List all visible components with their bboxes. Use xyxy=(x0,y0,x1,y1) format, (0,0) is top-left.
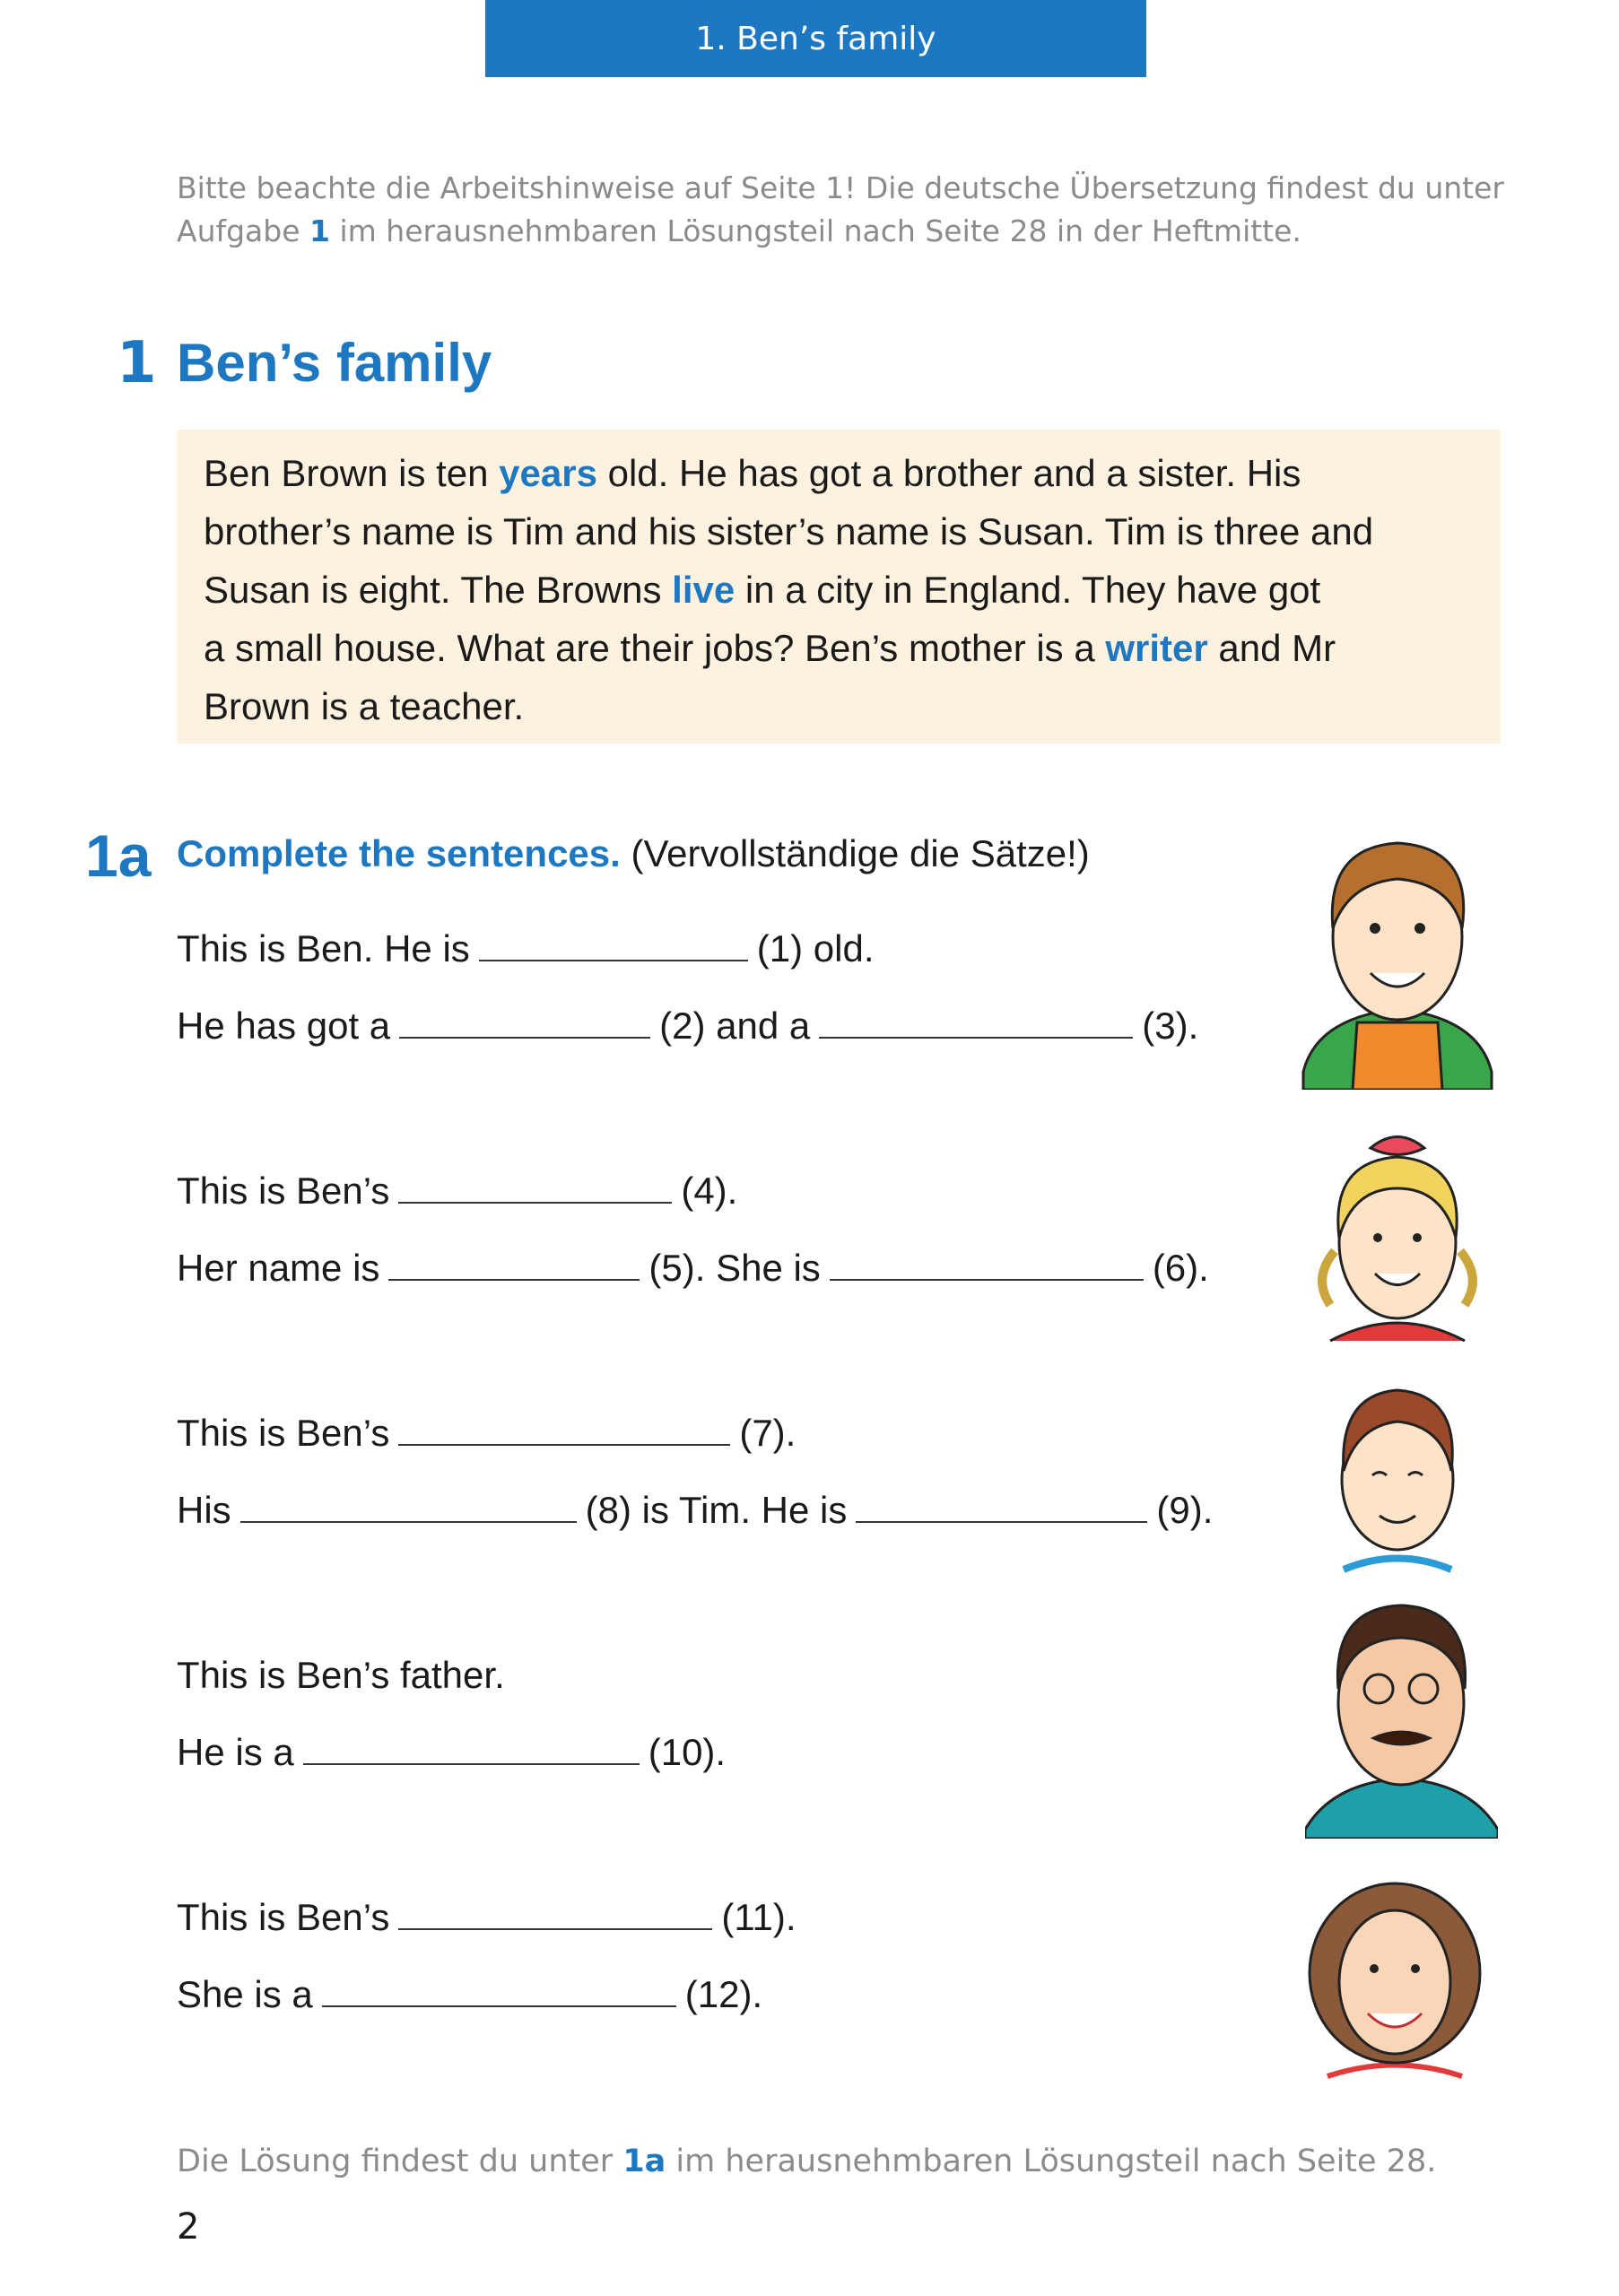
task-ref: 1a xyxy=(622,2144,666,2179)
susan-portrait xyxy=(1308,1126,1487,1350)
keyword: live xyxy=(672,569,736,611)
instructions-line-2 xyxy=(177,210,1522,253)
sentence-4 xyxy=(177,1247,1209,1290)
sentence-text: He is a xyxy=(177,1731,294,1773)
blank-3[interactable] xyxy=(819,1010,1133,1039)
sentence-3 xyxy=(177,1170,737,1213)
task-instruction: Complete the sentences. xyxy=(177,832,621,874)
instructions-text: Aufgabe xyxy=(177,213,310,248)
sentence-text: Her name is xyxy=(177,1247,380,1289)
sentence-text: (7). xyxy=(739,1412,796,1454)
reading-line: brother’s name is Tim and his sister’s name is Susan. Tim is three and xyxy=(204,510,1374,552)
section-number: 1 xyxy=(117,330,157,396)
tim-portrait xyxy=(1317,1372,1478,1578)
note-text: im herausnehmbaren Lösungsteil nach Seite 28. xyxy=(666,2144,1437,2179)
mother-portrait xyxy=(1292,1861,1498,2085)
sentence-9 xyxy=(177,1896,796,1939)
instructions-line-1: Bitte beachte die Arbeitshinweise auf Seite 1! Die deutsche Übersetzung findest du unter xyxy=(177,170,1504,205)
reading-text: and Mr xyxy=(1207,627,1336,669)
sentence-text: This is Ben’s xyxy=(177,1896,390,1938)
task-instruction-translation: (Vervollständige die Sätze!) xyxy=(620,832,1090,874)
page-number: 2 xyxy=(177,2206,200,2248)
sentence-text: (4). xyxy=(681,1170,738,1212)
reading-line xyxy=(204,561,1474,619)
sentence-text: This is Ben. He is xyxy=(177,927,470,970)
sentence-text: (1) old. xyxy=(756,927,875,970)
sentence-5 xyxy=(177,1412,796,1455)
sentence-text: (10). xyxy=(648,1731,727,1773)
chapter-title: 1. Ben’s family xyxy=(695,20,936,57)
sentence-7 xyxy=(177,1654,505,1697)
sentence-text: (12). xyxy=(684,1973,763,2015)
reading-text: Susan is eight. The Browns xyxy=(204,569,673,611)
sentence-6 xyxy=(177,1489,1213,1532)
sentence-text: His xyxy=(177,1489,231,1531)
instructions-text: im herausnehmbaren Lösungsteil nach Seite 28 in der Heftmitte. xyxy=(330,213,1301,248)
task-number: 1a xyxy=(85,822,152,889)
sentence-text: This is Ben’s xyxy=(177,1412,390,1454)
sentence-text: (3). xyxy=(1142,1004,1199,1047)
sentence-text: (11). xyxy=(721,1896,796,1938)
blank-6[interactable] xyxy=(830,1252,1144,1281)
sentence-text: (9). xyxy=(1156,1489,1214,1531)
solution-note xyxy=(177,2144,1436,2179)
sentence-10 xyxy=(177,1973,762,2016)
section-title: Ben’s family xyxy=(177,333,492,393)
blank-1[interactable] xyxy=(479,933,748,961)
instructions-note xyxy=(177,167,1522,253)
reading-text: old. He has got a brother and a sister. His xyxy=(596,452,1301,494)
blank-2[interactable] xyxy=(399,1010,650,1039)
reading-line xyxy=(204,444,1474,502)
blank-12[interactable] xyxy=(322,1979,676,2007)
reading-text: in a city in England. They have got xyxy=(735,569,1321,611)
sentence-text: (8) is Tim. He is xyxy=(585,1489,848,1531)
blank-10[interactable] xyxy=(303,1736,640,1765)
blank-8[interactable] xyxy=(240,1494,577,1523)
sentence-text: (5). She is xyxy=(648,1247,821,1289)
sentence-text: (2) and a xyxy=(659,1004,811,1047)
chapter-header xyxy=(485,0,1146,77)
reading-text: Ben Brown is ten xyxy=(204,452,500,494)
blank-7[interactable] xyxy=(398,1417,730,1446)
keyword: years xyxy=(499,452,597,494)
reading-text: a small house. What are their jobs? Ben’s mother is a xyxy=(204,627,1106,669)
blank-9[interactable] xyxy=(856,1494,1147,1523)
sentence-text: This is Ben’s xyxy=(177,1170,390,1212)
sentence-2 xyxy=(177,1004,1198,1048)
blank-5[interactable] xyxy=(388,1252,640,1281)
sentence-text: (6). xyxy=(1152,1247,1209,1289)
task-title xyxy=(177,832,1090,875)
reading-text-box xyxy=(177,430,1501,744)
reading-line: Brown is a teacher. xyxy=(204,685,525,727)
blank-11[interactable] xyxy=(398,1901,712,1930)
task-ref: 1 xyxy=(309,213,330,248)
keyword: writer xyxy=(1105,627,1208,669)
reading-line xyxy=(204,619,1474,677)
sentence-text: She is a xyxy=(177,1973,313,2015)
note-text: Die Lösung findest du unter xyxy=(177,2144,623,2179)
ben-portrait xyxy=(1299,830,1496,1090)
father-portrait xyxy=(1305,1595,1498,1839)
sentence-text: This is Ben’s father. xyxy=(177,1654,505,1696)
sentence-text: He has got a xyxy=(177,1004,391,1047)
sentence-8 xyxy=(177,1731,726,1774)
sentence-1 xyxy=(177,927,875,970)
blank-4[interactable] xyxy=(398,1175,672,1204)
